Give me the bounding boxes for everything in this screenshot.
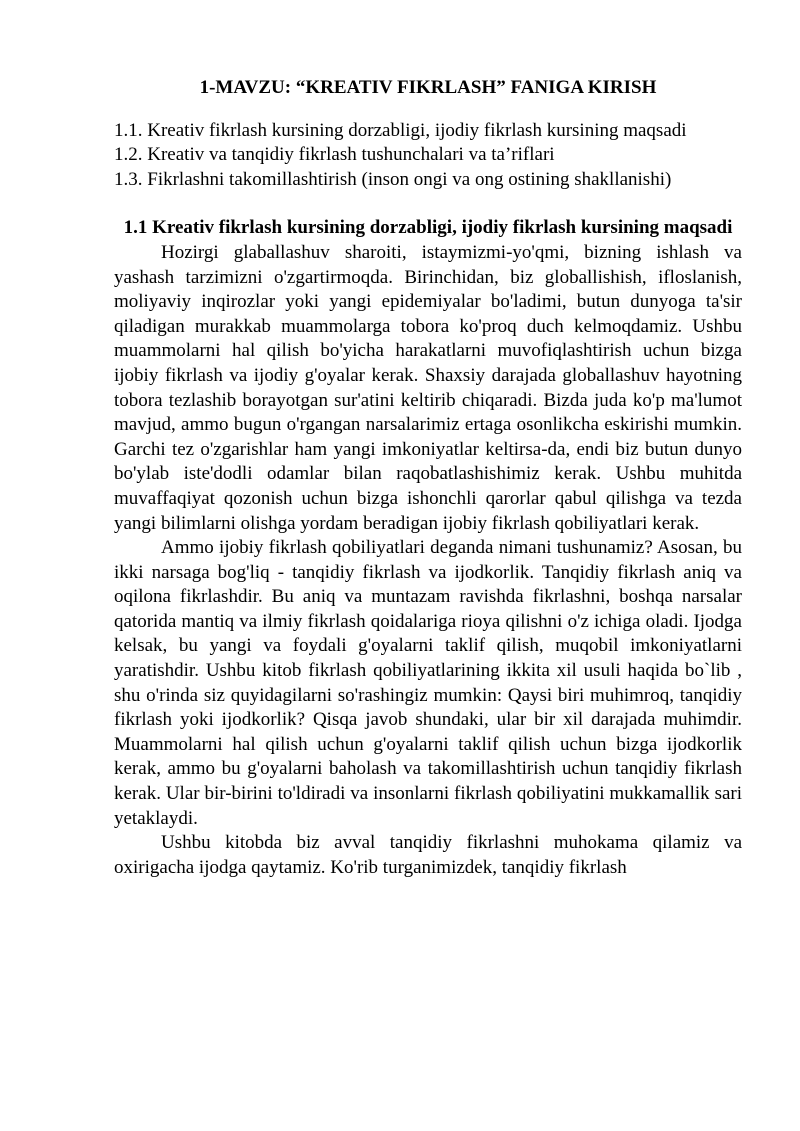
toc-item-1-2: 1.2. Kreativ va tanqidiy fikrlash tushunchalari va ta’riflari (114, 144, 555, 166)
document-title: 1-MAVZU: “KREATIV FIKRLASH” FANIGA KIRISH (199, 77, 657, 98)
body-paragraph-1: Hozirgi glaballashuv sharoiti, istaymizmi-yo'qmi, bizning ishlash va yashash tarzimizni o'zgartirmoqda. Birinchidan, biz globallishish, ifloslanish, moliyaviy inqirozlar yoki yangi epidemiyalar bo'ladimi, butun dunyoga ta'sir qiladigan murakkab muammolarga tobora ko'proq duch kelmoqdamiz. Ushbu muammolarni hal qilish bo'yicha harakatlarni muvofiqlashtirish uchun bizga ijobiy fikrlash va ijodiy g'oyalar kerak. Shaxsiy darajada globallashuv hayotning tobora tezlashib borayotgan sur'atini keltirib chiqaradi. Bizda juda ko'p ma'lumot mavjud, ammo bugun o'rgangan narsalarimiz ertaga osonlikcha eskirishi mumkin. Garchi tez o'zgarishlar ham yangi imkoniyatlar keltirsa-da, endi biz butun dunyo bo'ylab iste'dodli odamlar bilan raqobatlashishimiz kerak. Ushbu muhitda muvaffaqiyat qozonish uchun bizga ishonchli qarorlar qabul qilishga va tezda yangi bilimlarni olishga yordam beradigan ijobiy fikrlash qobiliyatlari kerak. (114, 241, 742, 534)
body-paragraph-3: Ushbu kitobda biz avval tanqidiy fikrlashni muhokama qilamiz va oxirigacha ijodga qaytamiz. Ko'rib turganimizdek, tanqidiy fikrlash (114, 832, 742, 878)
document-page (114, 76, 742, 880)
section-heading: 1.1 Kreativ fikrlash kursining dorzabligi, ijodiy fikrlash kursining maqsadi (123, 217, 733, 239)
table-of-contents (114, 119, 742, 193)
body-paragraph-2: Ammo ijobiy fikrlash qobiliyatlari deganda nimani tushunamiz? Asosan, bu ikki narsaga bog'liq - tanqidiy fikrlash va ijodkorlik. Tanqidiy fikrlash aniq va oqilona fikrlashdir. Bu aniq va muntazam ravishda fikrlashni, boshqa narsalar qatorida mantiq va ilmiy fikrlash qoidalariga rioya qilishni o'z ichiga oladi. Ijodga kelsak, bu yangi va foydali g'oyalarni taklif qilish, muqobil imkoniyatlarni yaratishdir. Ushbu kitob fikrlash qobiliyatlarining ikkita xil usuli haqida bo`lib , shu o'rinda siz quyidagilarni so'rashingiz mumkin: Qaysi biri muhimroq, tanqidiy fikrlash yoki ijodkorlik? Qisqa javob shundaki, ular bir xil darajada muhimdir. Muammolarni hal qilish uchun g'oyalarni taklif qilish uchun bizga ijodkorlik kerak, ammo bu g'oyalarni baholash va takomillashtirish uchun tanqidiy fikrlash kerak. Ular bir-birini to'ldiradi va insonlarni fikrlash qobiliyatini mukkamallik sari yetaklaydi. (114, 537, 742, 829)
toc-item-1-3: 1.3. Fikrlashni takomillashtirish (inson ongi va ong ostining shakllanishi) (114, 168, 672, 190)
toc-item-1-1: 1.1. Kreativ fikrlash kursining dorzabligi, ijodiy fikrlash kursining maqsadi (114, 119, 687, 141)
spacer (114, 192, 742, 216)
